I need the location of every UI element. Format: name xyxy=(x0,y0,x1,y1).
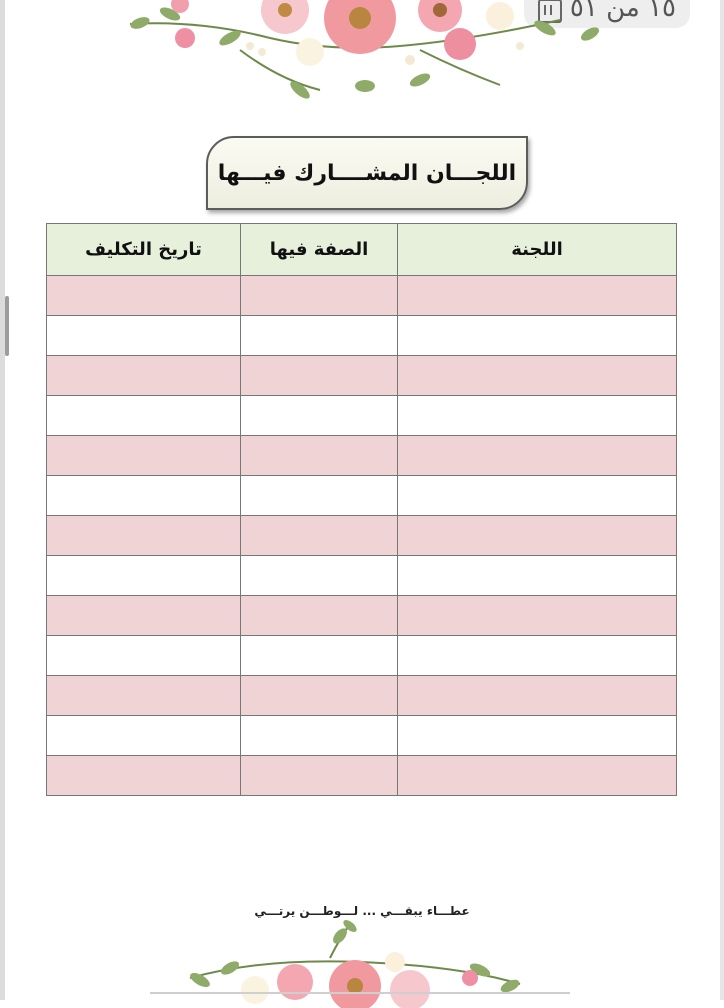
cell-committee[interactable] xyxy=(398,476,677,516)
cell-role[interactable] xyxy=(241,316,398,356)
cell-role[interactable] xyxy=(241,516,398,556)
cell-role[interactable] xyxy=(241,556,398,596)
cell-committee[interactable] xyxy=(398,636,677,676)
cell-committee[interactable] xyxy=(398,436,677,476)
cell-role[interactable] xyxy=(241,396,398,436)
header-committee: اللجنة xyxy=(398,224,677,276)
table-row xyxy=(47,316,677,356)
table-row xyxy=(47,756,677,796)
cell-role[interactable] xyxy=(241,756,398,796)
table-row xyxy=(47,636,677,676)
cell-role[interactable] xyxy=(241,436,398,476)
cell-assignment-date[interactable] xyxy=(47,556,241,596)
cell-role[interactable] xyxy=(241,676,398,716)
cell-role[interactable] xyxy=(241,476,398,516)
footer-motto: عطـــاء يبقـــي ... لـــوطـــن يرتـــي xyxy=(254,904,470,918)
table-row xyxy=(47,436,677,476)
cell-role[interactable] xyxy=(241,596,398,636)
table-row xyxy=(47,596,677,636)
cell-assignment-date[interactable] xyxy=(47,476,241,516)
cell-committee[interactable] xyxy=(398,756,677,796)
cell-committee[interactable] xyxy=(398,596,677,636)
cell-assignment-date[interactable] xyxy=(47,636,241,676)
cell-assignment-date[interactable] xyxy=(47,676,241,716)
cell-assignment-date[interactable] xyxy=(47,396,241,436)
cell-committee[interactable] xyxy=(398,396,677,436)
cell-assignment-date[interactable] xyxy=(47,516,241,556)
cell-assignment-date[interactable] xyxy=(47,356,241,396)
table-row xyxy=(47,276,677,316)
cell-committee[interactable] xyxy=(398,556,677,596)
cell-committee[interactable] xyxy=(398,716,677,756)
table-row xyxy=(47,396,677,436)
cell-role[interactable] xyxy=(241,716,398,756)
committees-table xyxy=(46,223,677,796)
header-assignment-date: تاريخ التكليف xyxy=(47,224,241,276)
table-row xyxy=(47,676,677,716)
page-edge-right xyxy=(720,0,724,1000)
scrollbar-handle[interactable] xyxy=(5,296,9,356)
cell-assignment-date[interactable] xyxy=(47,756,241,796)
table-row xyxy=(47,556,677,596)
page-title: اللجـــان المشــــارك فيـــها xyxy=(217,160,517,186)
cell-committee[interactable] xyxy=(398,316,677,356)
table-row xyxy=(47,356,677,396)
cell-role[interactable] xyxy=(241,276,398,316)
cell-committee[interactable] xyxy=(398,356,677,396)
table-row xyxy=(47,716,677,756)
cell-committee[interactable] xyxy=(398,676,677,716)
cell-assignment-date[interactable] xyxy=(47,716,241,756)
cell-assignment-date[interactable] xyxy=(47,316,241,356)
cell-committee[interactable] xyxy=(398,516,677,556)
page-counter-text: ١٥ من ٥١ xyxy=(569,0,676,23)
page-edge-left xyxy=(0,0,5,1000)
cell-role[interactable] xyxy=(241,356,398,396)
cell-assignment-date[interactable] xyxy=(47,436,241,476)
table-row xyxy=(47,516,677,556)
bottom-divider xyxy=(150,992,570,994)
section-title-box xyxy=(206,136,528,210)
floral-decoration-top xyxy=(0,0,724,110)
table-row xyxy=(47,476,677,516)
cell-committee[interactable] xyxy=(398,276,677,316)
header-role: الصفة فيها xyxy=(241,224,398,276)
cell-assignment-date[interactable] xyxy=(47,276,241,316)
table-header-row xyxy=(47,224,677,276)
cell-assignment-date[interactable] xyxy=(47,596,241,636)
floral-decoration-bottom xyxy=(0,918,724,1008)
cell-role[interactable] xyxy=(241,636,398,676)
